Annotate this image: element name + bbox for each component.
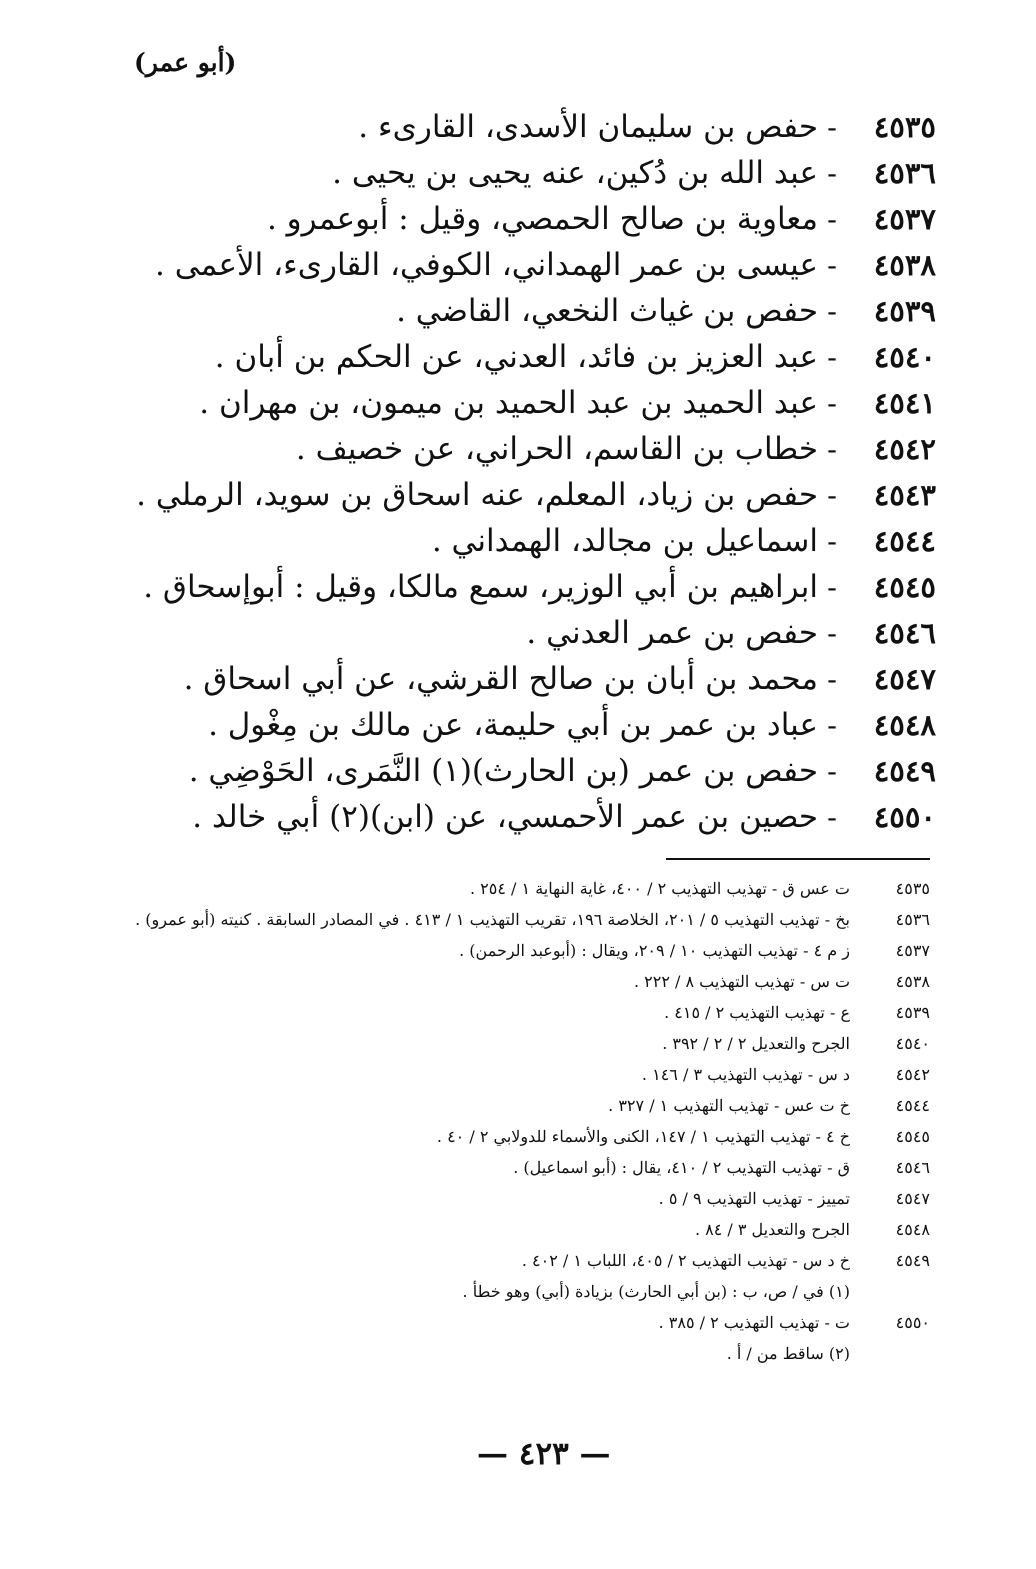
footnote-text: الجرح والتعديل ٣ / ٨٤ .: [694, 1220, 850, 1239]
entry-text: حفص بن غياث النخعي، القاضي .: [396, 293, 818, 329]
entry-number: ٤٥٣٥: [873, 110, 936, 144]
footnote-separator: [666, 858, 930, 860]
list-item: [136, 656, 936, 702]
list-item: [136, 380, 936, 426]
list-item: [136, 610, 936, 656]
footnote-number: ٤٥٤٢: [895, 1065, 930, 1084]
entry-number: ٤٥٤٧: [873, 662, 936, 696]
list-item: [136, 748, 936, 794]
list-item: [136, 334, 936, 380]
entry-dash: -: [827, 294, 837, 328]
entry-text: حفص بن عمر (بن الحارث)(١) النَّمَرى، الحَوْضِي .: [188, 753, 818, 789]
footnote-item: [90, 1090, 930, 1121]
footnote-text: بخ - تهذيب التهذيب ٥ / ٢٠١، الخلاصة ١٩٦، تقريب التهذيب ١ / ٤١٣ . في المصادر السابقة . كنيته (أبو عمرو) .: [135, 910, 850, 929]
entry-dash: -: [827, 708, 837, 742]
entry-number: ٤٥٤٩: [873, 754, 936, 788]
entry-dash: -: [827, 478, 837, 512]
list-item: [136, 288, 936, 334]
footnote-item: [90, 873, 930, 904]
footnote-text: ت س - تهذيب التهذيب ٨ / ٢٢٢ .: [633, 972, 850, 991]
entry-number: ٤٥٤١: [873, 386, 936, 420]
footnote-number: ٤٥٣٩: [895, 1003, 930, 1022]
list-item: [136, 518, 936, 564]
entry-dash: -: [827, 386, 837, 420]
list-item: [136, 472, 936, 518]
entry-number: ٤٥٤٦: [873, 616, 936, 650]
footnote-item: [90, 1183, 930, 1214]
entry-number: ٤٥٣٨: [873, 248, 936, 282]
entry-text: معاوية بن صالح الحمصي، وقيل : أبوعمرو .: [266, 201, 818, 237]
entry-text: حصين بن عمر الأحمسي، عن (ابن)(٢) أبي خالد .: [192, 799, 818, 835]
page-number: — ٤٢٣ —: [477, 1436, 611, 1472]
footnote-number: ٤٥٣٥: [895, 879, 930, 898]
footnote-text: تمييز - تهذيب التهذيب ٩ / ٥ .: [658, 1189, 850, 1208]
entry-dash: -: [827, 570, 837, 604]
footnote-item: [90, 935, 930, 966]
footnote-text: (١) في / ص، ب : (بن أبي الحارث) بزيادة (أبي) وهو خطأ .: [462, 1282, 850, 1301]
footnote-text: خ ت عس - تهذيب التهذيب ١ / ٣٢٧ .: [608, 1096, 850, 1115]
entry-number: ٤٥٣٦: [873, 156, 936, 190]
entry-text: حفص بن سليمان الأسدى، القارىء .: [358, 109, 818, 145]
list-item: [136, 702, 936, 748]
footnote-number: ٤٥٤٠: [895, 1034, 930, 1053]
entry-dash: -: [827, 524, 837, 558]
footnote-item: [90, 1214, 930, 1245]
entry-dash: -: [827, 754, 837, 788]
entry-text: عيسى بن عمر الهمداني، الكوفي، القارىء، الأعمى .: [155, 247, 818, 283]
footnote-item: [90, 966, 930, 997]
entry-number: ٤٥٤٣: [873, 478, 936, 512]
footnote-item: [90, 1059, 930, 1090]
list-item: [136, 564, 936, 610]
footnote-number: ٤٥٣٧: [895, 941, 930, 960]
list-item: [136, 242, 936, 288]
footnote-text: ت - تهذيب التهذيب ٢ / ٣٨٥ .: [658, 1313, 850, 1332]
footnote-text: ت عس ق - تهذيب التهذيب ٢ / ٤٠٠، غاية النهاية ١ / ٢٥٤ .: [470, 879, 850, 898]
entry-text: حفص بن عمر العدني .: [526, 615, 818, 651]
footnote-number: ٤٥٤٤: [895, 1096, 930, 1115]
footnote-number: ٤٥٣٦: [895, 910, 930, 929]
entry-number: ٤٥٤٠: [873, 340, 936, 374]
entry-text: عبد الله بن دُكين، عنه يحيى بن يحيى .: [332, 155, 818, 191]
footnote-number: ٤٥٤٦: [895, 1158, 930, 1177]
running-head: (أبو عمر): [134, 48, 237, 77]
entry-number: ٤٥٤٢: [873, 432, 936, 466]
footnote-item: [90, 1338, 930, 1369]
entry-dash: -: [827, 800, 837, 834]
entry-text: اسماعيل بن مجالد، الهمداني .: [431, 523, 818, 559]
footnote-item: [90, 1307, 930, 1338]
list-item: [136, 794, 936, 840]
footnote-text: د س - تهذيب التهذيب ٣ / ١٤٦ .: [641, 1065, 850, 1084]
entry-number: ٤٥٥٠: [873, 800, 936, 834]
entry-number: ٤٥٣٧: [873, 202, 936, 236]
footnote-number: ٤٥٣٨: [895, 972, 930, 991]
entry-number: ٤٥٤٤: [873, 524, 936, 558]
entry-dash: -: [827, 202, 837, 236]
list-item: [136, 150, 936, 196]
footnote-text: الجرح والتعديل ٢ / ٢ / ٣٩٢ .: [662, 1034, 850, 1053]
footnote-text: (٢) ساقط من / أ .: [726, 1344, 850, 1363]
entry-text: ابراهيم بن أبي الوزير، سمع مالكا، وقيل : أبوإسحاق .: [143, 569, 818, 605]
footnote-item: [90, 1121, 930, 1152]
footnote-item: [90, 904, 930, 935]
entry-dash: -: [827, 248, 837, 282]
footnote-text: ق - تهذيب التهذيب ٢ / ٤١٠، يقال : (أبو اسماعيل) .: [513, 1158, 850, 1177]
footnote-number: ٤٥٥٠: [895, 1313, 930, 1332]
entry-dash: -: [827, 432, 837, 466]
entry-text: عبد الحميد بن عبد الحميد بن ميمون، بن مهران .: [199, 385, 818, 421]
list-item: [136, 104, 936, 150]
entry-dash: -: [827, 662, 837, 696]
entry-number: ٤٥٣٩: [873, 294, 936, 328]
entry-dash: -: [827, 156, 837, 190]
footnote-number: ٤٥٤٨: [895, 1220, 930, 1239]
footnote-text: ز م ٤ - تهذيب التهذيب ١٠ / ٢٠٩، ويقال : (أبوعبد الرحمن) .: [459, 941, 850, 960]
footnote-item: [90, 1276, 930, 1307]
entry-text: خطاب بن القاسم، الحراني، عن خصيف .: [295, 431, 818, 467]
entry-text: حفص بن زياد، المعلم، عنه اسحاق بن سويد، الرملي .: [136, 477, 818, 513]
list-item: [136, 426, 936, 472]
footnote-item: [90, 1152, 930, 1183]
footnote-text: خ د س - تهذيب التهذيب ٢ / ٤٠٥، اللباب ١ / ٤٠٢ .: [521, 1251, 850, 1270]
entry-text: عباد بن عمر بن أبي حليمة، عن مالك بن مِغْول .: [208, 707, 818, 743]
entry-dash: -: [827, 340, 837, 374]
entry-dash: -: [827, 616, 837, 650]
entry-number: ٤٥٤٨: [873, 708, 936, 742]
footnote-text: ع - تهذيب التهذيب ٢ / ٤١٥ .: [664, 1003, 850, 1022]
footnote-item: [90, 997, 930, 1028]
entry-list: [136, 104, 936, 840]
entry-number: ٤٥٤٥: [873, 570, 936, 604]
footnote-number: ٤٥٤٧: [895, 1189, 930, 1208]
entry-dash: -: [827, 110, 837, 144]
footnote-number: ٤٥٤٩: [895, 1251, 930, 1270]
footnote-number: ٤٥٤٥: [895, 1127, 930, 1146]
footnote-list: [90, 873, 930, 1369]
footnote-item: [90, 1028, 930, 1059]
list-item: [136, 196, 936, 242]
footnote-text: خ ٤ - تهذيب التهذيب ١ / ١٤٧، الكنى والأسماء للدولابي ٢ / ٤٠ .: [436, 1127, 850, 1146]
footnote-item: [90, 1245, 930, 1276]
entry-text: عبد العزيز بن فائد، العدني، عن الحكم بن أبان .: [214, 339, 818, 375]
entry-text: محمد بن أبان بن صالح القرشي، عن أبي اسحاق .: [183, 661, 818, 697]
